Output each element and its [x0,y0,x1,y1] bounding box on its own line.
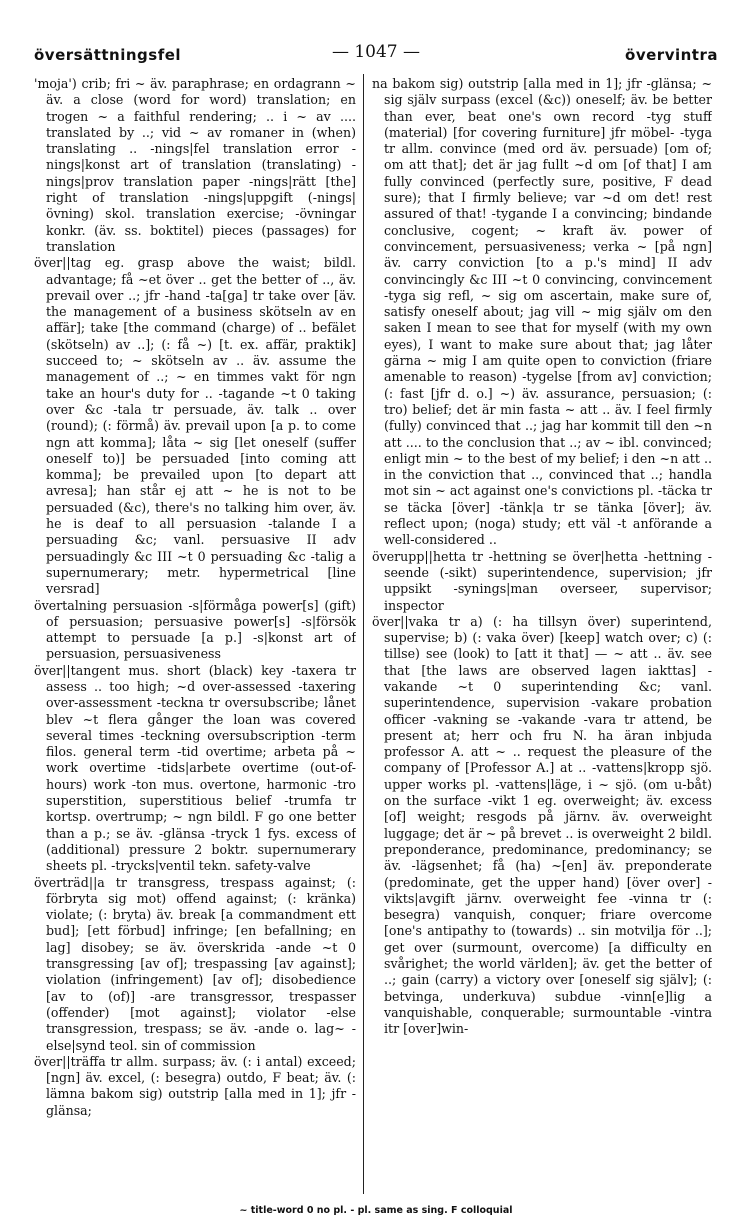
entry-paragraph: övertalning persuasion -s|förmåga power[s] (gift) of persuasion; persuasive power[s] -s|försök attempt to persuade [a p.] -s|konst art of persuasion, persuasiveness [34,597,356,662]
entry-paragraph: över||träffa tr allm. surpass; äv. (: i antal) exceed; [ngn] äv. excel, (: besegra) outdo, F beat; äv. (: lämna bakom sig) outstrip [alla med in 1]; jfr -glänsa; [34,1053,356,1118]
page-number: — 1047 — [331,42,421,62]
entry-paragraph: överträd||a tr transgress, trespass against; (: förbryta sig mot) offend against; (: kränka) violate; (: bryta) äv. break [a commandment ett bud]; [ett förbud] infringe; [en befallning; en lag] disobey; se äv. överskrida -ande ~t 0 transgressing [av of]; trespassing [av against]; violation (infringement) [av of]; disobedience [av to (of)] -are transgressor, trespasser (offender) [mot against]; violator -else transgression, trespass; se äv. -ande o. lag~ -else|synd teol. sin of commission [34,874,356,1053]
header-first-word: översättningsfel [34,46,182,64]
right-column [372,76,712,1191]
column-divider [363,74,364,1194]
entry-paragraph: 'moja') crib; fri ~ äv. paraphrase; en ordagrann ~ äv. a close (word for word) translation; en trogen ~ a faithful rendering; .. i ~ av .... translated by ..; vid ~ av romaner in (when) translating .. -nings|fel translation error -nings|konst art of translation (translating) -nings|prov translation paper -nings|rätt [the] right of translation -nings|uppgift (-nings|övning) skol. translation exercise; -övningar konkr. (äv. ss. boktitel) pieces (passages) for translation [34,76,356,254]
entry-paragraph: över||vaka tr a) (: ha tillsyn över) superintend, supervise; b) (: vaka över) [keep] watch over; c) (: tillse) see (look) to [att it that] — ~ att .. äv. see that [the laws are observed lagen iakttas] -vakande ~t 0 superintending &c; vanl. superintendence, supervision -vakare probation officer -vakning se -vakande -vara tr attend, be present at; herr och fru N. ha äran inbjuda professor A. att ~ .. request the pleasure of the company of [Professor A.] at .. -vattens|kropp sjö. upper works pl. -vattens|läge, i ~ sjö. (om u-båt) on the surface -vikt 1 eg. overweight; äv. excess [of] weight; resgods på järnv. äv. overweight luggage; det är ~ på brevet .. is overweight 2 bildl. preponderance, predominance, predominancy; se äv. -lägsenhet; få (ha) ~[en] äv. preponderate (predominate, get the upper hand) [över over] -vikts|avgift järnv. overweight fee -vinna tr (: besegra) vanquish, conquer; friare overcome [one's antipathy to (towards) .. sin motvilja för ..]; get over (surmount, overcome) [a difficulty en svårighet; the world världen]; äv. get the better of ..; gain (carry) a victory over [oneself sig själv]; (: betvinga, underkuva) subdue -vinn[e]lig a vanquishable, conquerable; surmountable -vintra itr [over]win- [372,613,712,1037]
page-footer-legend: ~ title-word 0 no pl. - pl. same as sing. F colloquial [239,1205,513,1216]
left-column [34,76,356,1191]
entry-paragraph: na bakom sig) outstrip [alla med in 1]; jfr -glänsa; ~ sig själv surpass (excel (&c)) oneself; äv. be better than ever, beat one's own record -tyg stuff (material) [for covering furniture] jfr möbel- -tyga tr allm. convince (med ord äv. persuade) [om of; om att that]; det är jag fullt ~d om [of that] I am fully convinced (perfectly sure, positive, F dead sure); that I firmly believe; var ~d om det! rest assured of that! -tygande I a convincing; bindande conclusive, cogent; ~ kraft äv. power of convincement, persuasiveness; verka ~ [på ngn] äv. carry conviction [to a p.'s mind] II adv convincingly &c III ~t 0 convincing, convincement -tyga sig refl, ~ sig om ascertain, make sure of, satisfy oneself about; jag vill ~ mig själv om den saken I mean to see that for myself (with my own eyes), I want to make sure about that; jag låter gärna ~ mig I am quite open to conviction (friare amenable to reason) -tygelse [from av] conviction; (: fast [jfr d. o.] ~) äv. assurance, persuasion; (: tro) belief; det är min fasta ~ att .. äv. I feel firmly (fully) convinced that ..; jag har kommit till den ~n att .... to the conclusion that ..; av ~ ibl. convinced; enligt min ~ to the best of my belief; i den ~n att .. in the conviction that .., convinced that ..; handla mot sin ~ act against one's convictions pl. -täcka tr se täcka [över] -tänk|a tr se tänka [över]; äv. reflect upon; (noga) study; ett väl -t anförande a well-considered .. [372,76,712,548]
entry-paragraph: över||tag eg. grasp above the waist; bildl. advantage; få ~et över .. get the better of .., äv. prevail over ..; jfr -hand -ta[ga] tr take over [äv. the management of a business skötseln av en affär]; take [the command (charge) of .. befälet (skötseln) av ..]; (: få ~) [t. ex. affär, praktik] succeed to; ~ skötseln av .. äv. assume the management of ..; ~ en timmes vakt för ngn take an hour's duty for .. -tagande ~t 0 taking over &c -tala tr persuade, äv. talk .. over (round); (: förmå) äv. prevail upon [a p. to come ngn att komma]; låta ~ sig [let oneself (suffer oneself to)] be persuaded [into coming att komma]; be prevailed upon [to depart att avresa]; han står ej att ~ he is not to be persuaded (&c), there's no talking him over, äv. he is deaf to all persuasion -talande I a persuading &c; vanl. persuasive II adv persuadingly &c III ~t 0 persuading &c -talig a supernumerary; metr. hypermetrical [line versrad] [34,255,356,597]
page-header [34,40,718,70]
header-last-word: övervintra [625,46,718,64]
entry-paragraph: överupp||hetta tr -hettning se över|hetta -hettning -seende (-sikt) superintendence, supervision; jfr uppsikt -synings|man overseer, supervisor; inspector [372,548,712,613]
entry-paragraph: över||tangent mus. short (black) key -taxera tr assess .. too high; ~d over-assessed -taxering over-assessment -teckna tr oversubscribe; lånet blev ~t flera gånger the loan was covered several times -teckning oversubscription -term filos. general term -tid overtime; arbeta på ~ work overtime -tids|arbete overtime (out-of-hours) work -ton mus. overtone, harmonic -tro superstition, superstitious belief -trumfa tr kortsp. overtrump; ~ ngn bildl. F go one better than a p.; se äv. -glänsa -tryck 1 fys. excess of (additional) pressure 2 boktr. supernumerary sheets pl. -trycks|ventil tekn. safety-valve [34,662,356,874]
